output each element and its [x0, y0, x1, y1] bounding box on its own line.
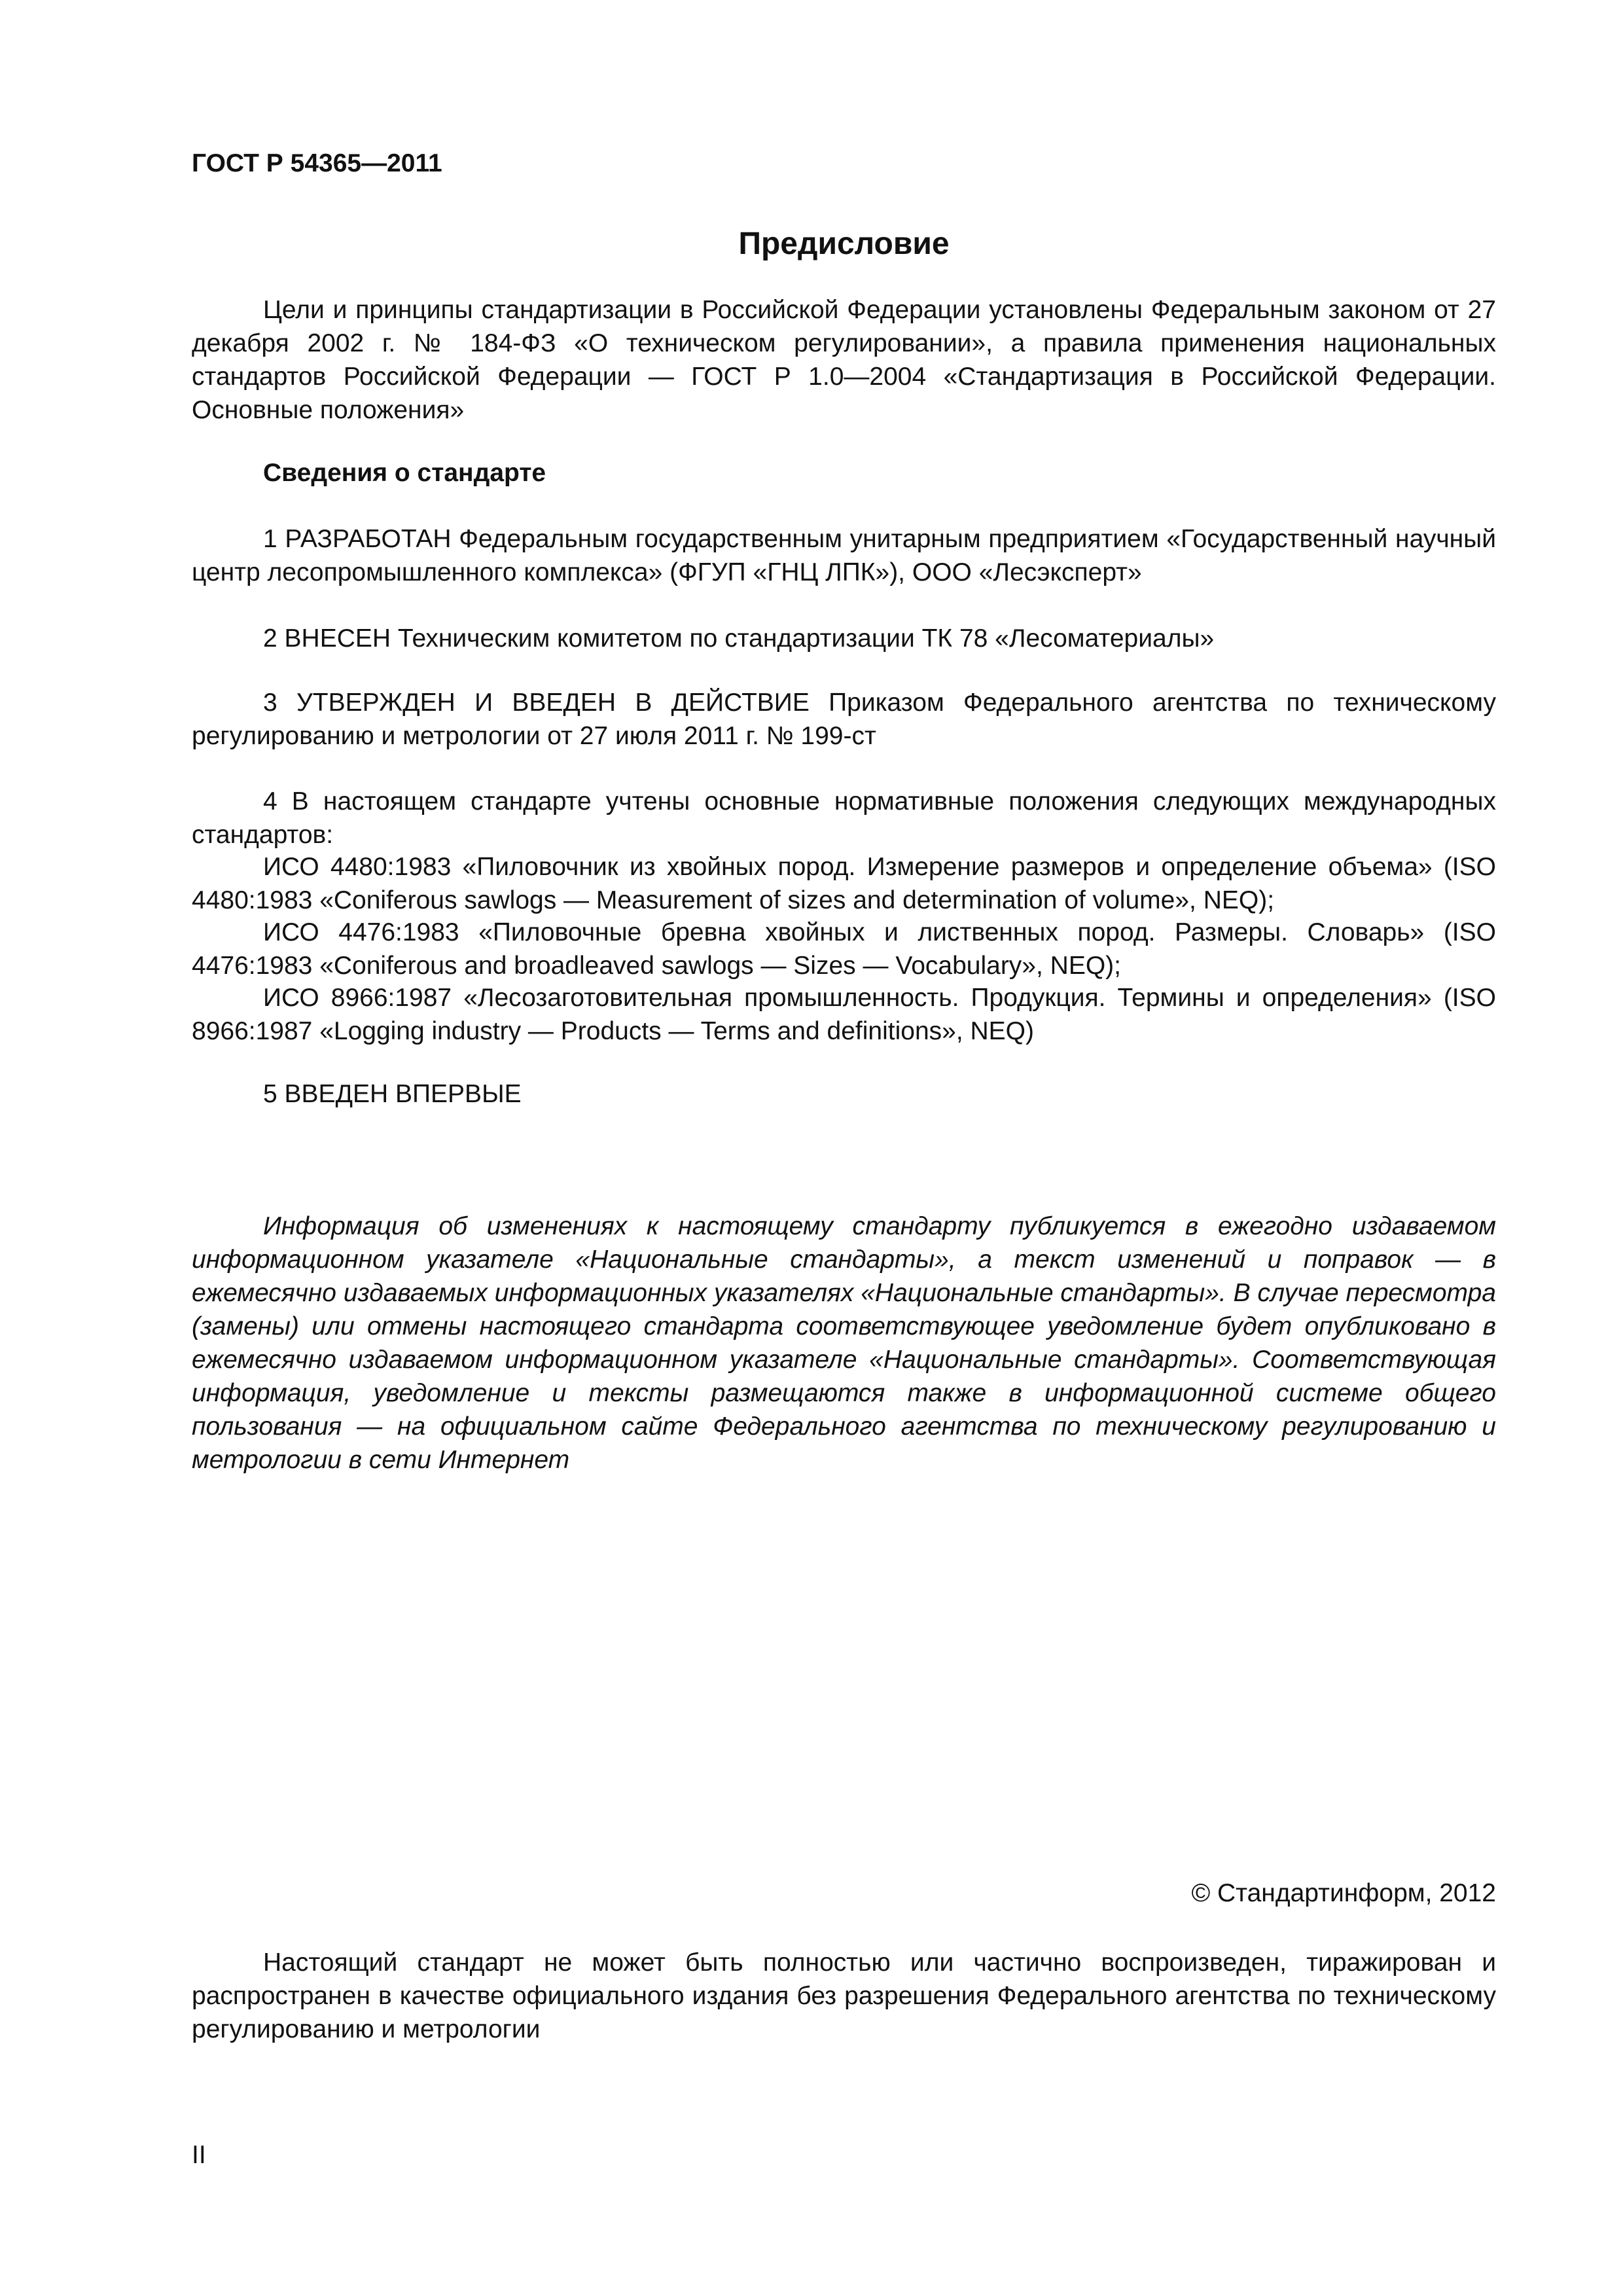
standard-info-heading: Сведения о стандарте [263, 459, 546, 487]
reproduction-notice: Настоящий стандарт не может быть полностью или частично воспроизведен, тиражирован и распространен в качестве официального издания без разрешения Федерального агентства по техническому регулированию и метрологии [192, 1948, 1496, 2043]
item-approved: 3 УТВЕРЖДЕН И ВВЕДЕН В ДЕЙСТВИЕ Приказом Федерального агентства по техническому регулированию и метрологии от 27 июля 2011 г. № 199-ст [192, 689, 1496, 750]
item-developed: 1 РАЗРАБОТАН Федеральным государственным унитарным предприятием «Государственный научный центр лесопромышленного комплекса» (ФГУП «ГНЦ ЛПК»), ООО «Лесэксперт» [192, 525, 1496, 586]
item-introduced-by: 2 ВНЕСЕН Техническим комитетом по стандартизации ТК 78 «Лесоматериалы» [263, 624, 1215, 653]
item-iso-4480: ИСО 4480:1983 «Пиловочник из хвойных пород. Измерение размеров и определение объема» (ISO 4480:1983 «Coniferous sawlogs — Measurement of sizes and determination of volume», NEQ); [192, 853, 1496, 914]
intro-paragraph: Цели и принципы стандартизации в Российской Федерации установлены Федеральным законом от 27 декабря 2002 г. № 184-ФЗ «О техническом регулировании», а правила применения национальных стандартов Российской Федерации — ГОСТ Р 1.0—2004 «Стандартизация в Российской Федерации. Основные положения» [192, 296, 1496, 424]
item-iso-4476: ИСО 4476:1983 «Пиловочные бревна хвойных и лиственных пород. Размеры. Словарь» (ISO 4476:1983 «Coniferous and broadleaved sawlogs — Sizes — Vocabulary», NEQ); [192, 918, 1496, 980]
document-code: ГОСТ Р 54365—2011 [192, 149, 442, 177]
page-title: Предисловие [738, 226, 950, 261]
item-international-intro: 4 В настоящем стандарте учтены основные нормативные положения следующих международных стандартов: [192, 787, 1496, 849]
page-number: II [192, 2141, 206, 2169]
copyright-line: © Стандартинформ, 2012 [1191, 1879, 1496, 1907]
item-iso-8966: ИСО 8966:1987 «Лесозаготовительная промышленность. Продукция. Термины и определения» (ISO 8966:1987 «Logging industry — Products — Terms and definitions», NEQ) [192, 984, 1496, 1045]
changes-info-paragraph: Информация об изменениях к настоящему стандарту публикуется в ежегодно издаваемом информационном указателе «Национальные стандарты», а текст изменений и поправок — в ежемесячно издаваемых информационных указателях «Национальные стандарты». В случае пересмотра (замены) или отмены настоящего стандарта соответствующее уведомление будет опубликовано в ежемесячно издаваемом информационном указателе «Национальные стандарты». Соответствующая информация, уведомление и тексты размещаются также в информационной системе общего пользования — на официальном сайте Федерального агентства по техническому регулированию и метрологии в сети Интернет [192, 1212, 1496, 1474]
item-first-introduced: 5 ВВЕДЕН ВПЕРВЫЕ [263, 1080, 522, 1108]
